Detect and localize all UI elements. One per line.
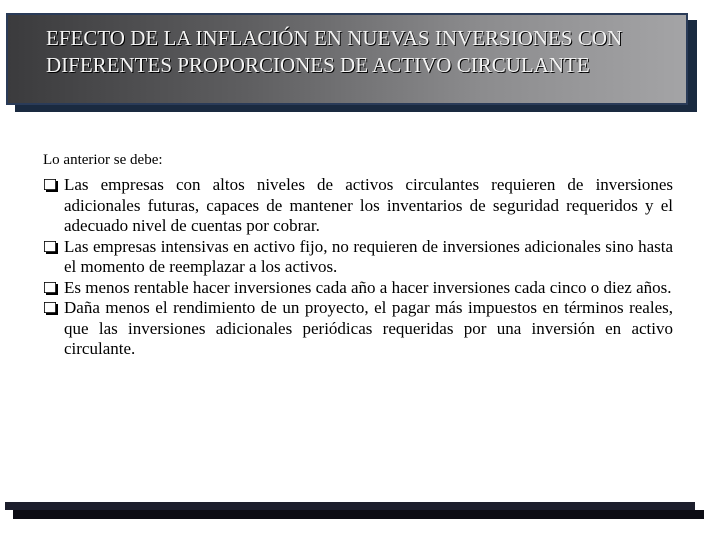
bullet-text: Daña menos el rendimiento de un proyecto, el pagar más impuestos en términos reales, que las inversiones adicionales periódicas requeridas por una inversión en activo circulante. xyxy=(64,298,673,358)
footer-bar-shadow xyxy=(13,510,704,519)
bullet-item xyxy=(43,298,673,360)
title-banner xyxy=(6,13,688,105)
bullet-list xyxy=(43,175,673,360)
checkbox-square-icon xyxy=(44,282,58,295)
slide-title: EFECTO DE LA INFLACIÓN EN NUEVAS INVERSIONES CON DIFERENTES PROPORCIONES DE ACTIVO CIRCULANTE xyxy=(46,26,623,77)
bullet-item xyxy=(43,237,673,278)
bullet-text: Es menos rentable hacer inversiones cada año a hacer inversiones cada cinco o diez años. xyxy=(64,277,672,297)
bullet-text: Las empresas con altos niveles de activos circulantes requieren de inversiones adicionales futuras, capaces de mantener los inventarios de seguridad requeridos y el adecuado nivel de cuentas por cobrar. xyxy=(64,175,673,235)
bullet-text: Las empresas intensivas en activo fijo, no requieren de inversiones adicionales sino hasta el momento de reemplazar a los activos. xyxy=(64,236,673,276)
footer-bar xyxy=(5,502,695,510)
checkbox-square-icon xyxy=(44,302,58,315)
bullet-item xyxy=(43,175,673,237)
checkbox-square-icon xyxy=(44,241,58,254)
bullet-item xyxy=(43,278,673,299)
intro-text: Lo anterior se debe: xyxy=(43,152,163,168)
checkbox-square-icon xyxy=(44,179,58,192)
